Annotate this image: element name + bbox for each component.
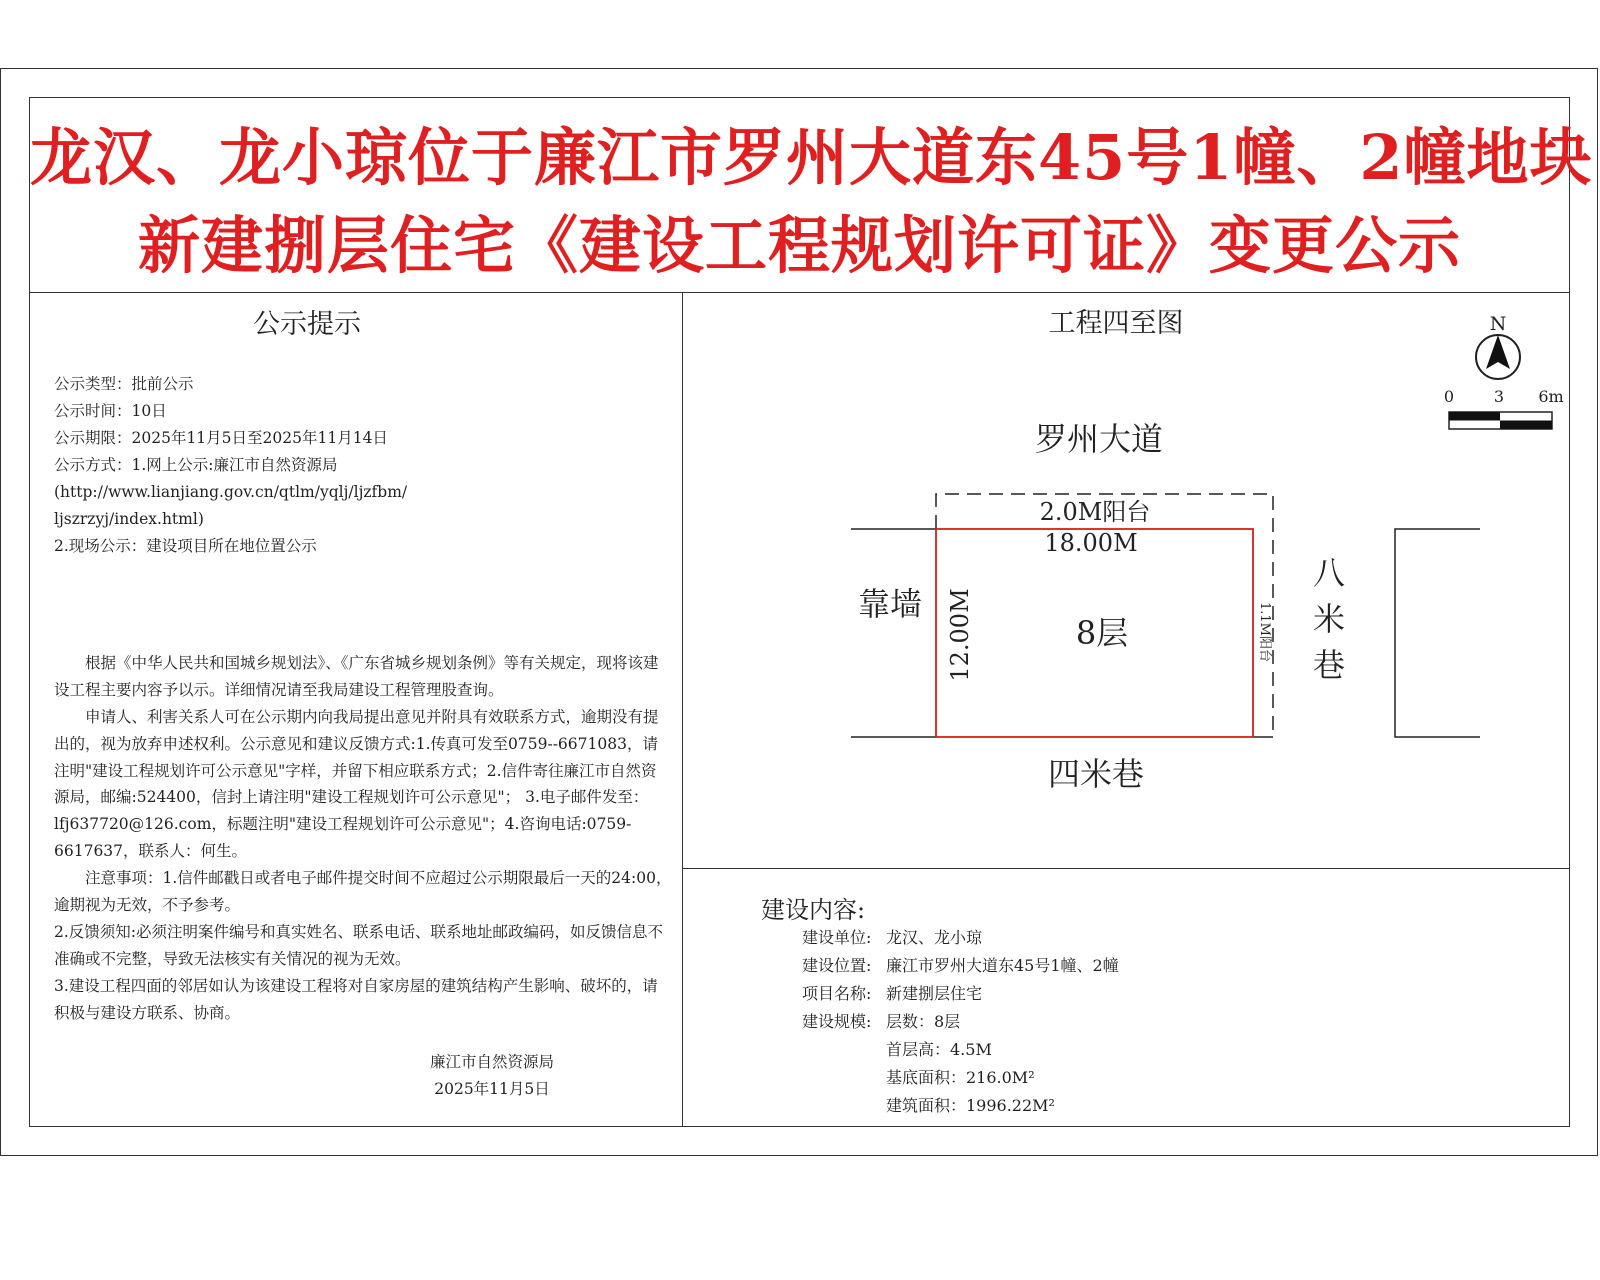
construction-unit-value: 龙汉、龙小琼 — [886, 928, 983, 947]
construction-floors-value: 层数：8层 — [886, 1012, 961, 1031]
west-side-label: 靠墙 — [857, 585, 923, 623]
notice-period: 公示期限：2025年11月5日至2025年11月14日 — [54, 429, 388, 447]
north-arrow-icon — [1476, 335, 1520, 379]
east-balcony-label: 1.1M阳台 — [1257, 602, 1272, 662]
construction-project-label: 项目名称: — [802, 984, 872, 1003]
signature-org: 廉江市自然资源局 — [429, 1053, 554, 1071]
north-road-label: 罗州大道 — [1034, 420, 1164, 458]
notice-heading: 公示提示 — [253, 309, 361, 340]
depth-dimension: 12.00M — [946, 588, 974, 682]
diagram-heading: 工程四至图 — [1048, 308, 1184, 339]
floor-area-value: 建筑面积：1996.22M² — [886, 1096, 1055, 1115]
signature-date: 2025年11月5日 — [434, 1080, 550, 1098]
construction-location-label: 建设位置: — [802, 956, 872, 975]
balcony-label: 2.0M阳台 — [1039, 498, 1151, 526]
notice-duration: 公示时间：10日 — [54, 402, 167, 420]
scale-label-0: 0 — [1443, 387, 1455, 406]
notice-paragraph-feedback: 申请人、利害关系人可在公示期内向我局提出意见并附具有效联系方式，逾期没有提出的，视为放弃申述权利。公示意见和建议反馈方式:1.传真可发至0759--6671083，请注明"建设工程规划许可公示意见"字样，并留下相应联系方式；2.信件寄往廉江市自然资源局，邮编:524400，信封上请注明"建设工程规划许可公示意见"； 3.电子邮件发至：lfj637720@126.com，标题注明"建设工程规划许可公示意见"；4.咨询电话:0759-6617637，联系人：何生。 — [54, 708, 659, 860]
site-diagram — [683, 299, 1569, 867]
width-dimension: 18.00M — [1044, 529, 1138, 557]
east-lane-label-2: 米 — [1312, 600, 1346, 638]
east-lane-label-3: 巷 — [1312, 646, 1346, 684]
title-divider — [29, 292, 1570, 293]
first-floor-height-value: 首层高：4.5M — [886, 1040, 992, 1059]
notice-method: 公示方式：1.网上公示:廉江市自然资源局 — [54, 456, 338, 474]
notice-url-line2: ljszrzyj/index.html) — [54, 510, 204, 528]
notice-paragraph-feedback-rules: 2.反馈须知:必须注明案件编号和真实姓名、联系电话、联系地址邮政编码，如反馈信息不准确或不完整，导致无法核实有关情况的视为无效。 — [54, 923, 664, 968]
notice-paragraph-basis: 根据《中华人民共和国城乡规划法》、《广东省城乡规划条例》等有关规定，现将该建设工程主要内容予以示。详细情况请至我局建设工程管理股查询。 — [54, 654, 659, 699]
base-area-value: 基底面积：216.0M² — [886, 1068, 1035, 1087]
scale-bar — [1449, 412, 1552, 429]
notice-paragraph-neighbors: 3.建设工程四面的邻居如认为该建设工程将对自家房屋的建筑结构产生影响、破坏的，请积极与建设方联系、协商。 — [54, 977, 658, 1022]
notice-paragraph-attention: 注意事项：1.信件邮戳日或者电子邮件提交时间不应超过公示期限最后一天的24:00，逾期视为无效，不予参考。 — [54, 869, 672, 914]
construction-unit-label: 建设单位: — [802, 928, 872, 947]
notice-type: 公示类型：批前公示 — [54, 375, 194, 393]
construction-project-value: 新建捌层住宅 — [886, 984, 983, 1003]
floors-label: 8层 — [1075, 614, 1129, 652]
east-lane-label-1: 八 — [1312, 554, 1346, 592]
north-label: N — [1489, 313, 1507, 335]
construction-location-value: 廉江市罗州大道东45号1幢、2幢 — [886, 956, 1119, 975]
scale-label-3: 3 — [1493, 387, 1505, 406]
south-road-label: 四米巷 — [1047, 755, 1145, 793]
construction-scale-label: 建设规模: — [802, 1012, 872, 1031]
diagram-divider — [682, 868, 1570, 869]
scale-label-6m: 6m — [1538, 387, 1564, 406]
construction-heading: 建设内容: — [761, 896, 866, 924]
page-title-line2: 新建捌层住宅《建设工程规划许可证》变更公示 — [137, 209, 1461, 282]
notice-url-line1: (http://www.lianjiang.gov.cn/qtlm/yqlj/ljzfbm/ — [54, 483, 408, 501]
notice-onsite: 2.现场公示：建设项目所在地位置公示 — [54, 537, 317, 555]
page-title-line1: 龙汉、龙小琼位于廉江市罗州大道东45号1幢、2幢地块 — [30, 121, 1593, 194]
